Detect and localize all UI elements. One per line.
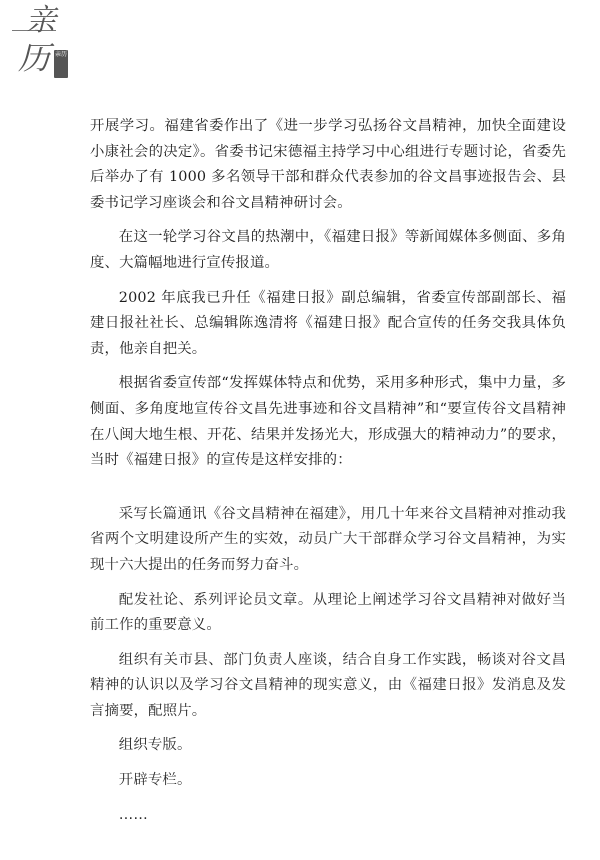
arrangement-item: 采写长篇通讯《谷文昌精神在福建》，用几十年来谷文昌精神对推动我省两个文明建设所产生的实效，动员广大干部群众学习谷文昌精神，为实现十六大提出的任务而努力奋斗。: [90, 505, 566, 573]
logo-char-li: 历: [18, 39, 51, 77]
body-paragraph: 在这一轮学习谷文昌的热潮中，《福建日报》等新闻媒体多侧面、多角度、大篇幅地进行宣传报道。: [90, 229, 566, 271]
arrangement-item: 配发社论、系列评论员文章。从理论上阐述学习谷文昌精神对做好当前工作的重要意义。: [90, 591, 566, 634]
arrangement-item: 组织专版。: [118, 737, 192, 754]
body-paragraph: 开展学习。福建省委作出了《进一步学习弘扬谷文昌精神，加快全面建设小康社会的决定》。省委书记宋德福主持学习中心组进行专题讨论，省委先后举办了有 1000 多名领导干部和群众代表参加的谷文昌事迹报告会、县委书记学习座谈会和谷文昌精神研讨会。: [90, 118, 566, 211]
arrangement-item: 开辟专栏。: [118, 772, 192, 789]
page-body: [90, 114, 566, 837]
book-header-logo: [12, 4, 82, 84]
arrangement-list: [90, 502, 566, 829]
logo-seal: 亲历: [54, 50, 68, 78]
ellipsis: ……: [118, 806, 148, 823]
body-paragraph: 2002 年底我已升任《福建日报》副总编辑，省委宣传部副部长、福建日报社社长、总编辑陈逸清将《福建日报》配合宣传的任务交我具体负责，他亲自把关。: [90, 289, 566, 357]
arrangement-item: 组织有关市县、部门负责人座谈，结合自身工作实践，畅谈对谷文昌精神的认识以及学习谷文昌精神的现实意义，由《福建日报》发消息及发言摘要，配照片。: [90, 651, 566, 719]
logo-char-qin: 亲: [26, 3, 56, 38]
body-paragraph: 根据省委宣传部“发挥媒体特点和优势，采用多种形式，集中力量，多侧面、多角度地宣传谷文昌先进事迹和谷文昌精神”和“要宣传谷文昌精神在八闽大地生根、开花、结果并发扬光大，形成强大的精神动力”的要求，当时《福建日报》的宣传是这样安排的：: [90, 375, 566, 469]
